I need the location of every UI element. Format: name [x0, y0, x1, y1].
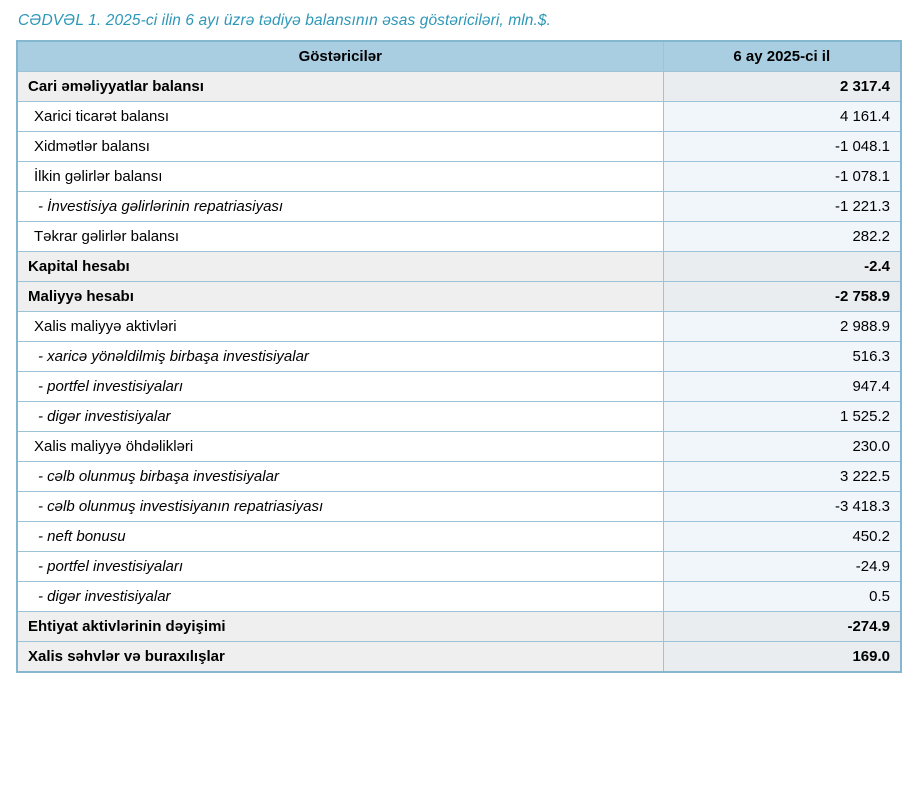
row-value: -3 418.3 — [663, 492, 901, 522]
row-label: Xalis maliyyə öhdəlikləri — [17, 432, 663, 462]
row-label: Kapital hesabı — [17, 252, 663, 282]
row-label: - digər investisiyalar — [17, 402, 663, 432]
table-row — [17, 192, 901, 222]
row-label: - portfel investisiyaları — [17, 372, 663, 402]
row-label: Xalis səhvlər və buraxılışlar — [17, 642, 663, 673]
table-row — [17, 552, 901, 582]
table-row — [17, 312, 901, 342]
row-value: 4 161.4 — [663, 102, 901, 132]
row-value: 947.4 — [663, 372, 901, 402]
row-label: Cari əməliyyatlar balansı — [17, 72, 663, 102]
table-row — [17, 342, 901, 372]
table-row — [17, 582, 901, 612]
row-value: -2 758.9 — [663, 282, 901, 312]
table-row — [17, 402, 901, 432]
row-value: 169.0 — [663, 642, 901, 673]
row-value: 516.3 — [663, 342, 901, 372]
row-value: -24.9 — [663, 552, 901, 582]
table-row — [17, 162, 901, 192]
header-indicators: Göstəricilər — [17, 41, 663, 72]
table-title: CƏDVƏL 1. 2025-ci ilin 6 ayı üzrə tədiyə balansının əsas göstəriciləri, mln.$. — [18, 12, 552, 29]
table-row — [17, 222, 901, 252]
table-row — [17, 372, 901, 402]
table-row — [17, 522, 901, 552]
table-row — [17, 252, 901, 282]
table-header — [17, 41, 901, 72]
table-row — [17, 612, 901, 642]
balance-of-payments-table — [16, 40, 902, 673]
table-row — [17, 432, 901, 462]
header-period: 6 ay 2025-ci il — [663, 41, 901, 72]
row-label: - İnvestisiya gəlirlərinin repatriasiyası — [17, 192, 663, 222]
table-row — [17, 72, 901, 102]
row-label: - digər investisiyalar — [17, 582, 663, 612]
row-label: Xidmətlər balansı — [17, 132, 663, 162]
table-row — [17, 282, 901, 312]
row-value: -1 048.1 — [663, 132, 901, 162]
row-value: -1 078.1 — [663, 162, 901, 192]
row-label: - cəlb olunmuş birbaşa investisiyalar — [17, 462, 663, 492]
table-row — [17, 642, 901, 673]
row-label: Xarici ticarət balansı — [17, 102, 663, 132]
row-value: -1 221.3 — [663, 192, 901, 222]
row-value: 450.2 — [663, 522, 901, 552]
row-label: - portfel investisiyaları — [17, 552, 663, 582]
row-value: 3 222.5 — [663, 462, 901, 492]
row-label: - xaricə yönəldilmiş birbaşa investisiyalar — [17, 342, 663, 372]
row-label: Təkrar gəlirlər balansı — [17, 222, 663, 252]
row-value: 2 317.4 — [663, 72, 901, 102]
table-row — [17, 102, 901, 132]
row-label: - cəlb olunmuş investisiyanın repatriasiyası — [17, 492, 663, 522]
row-value: 1 525.2 — [663, 402, 901, 432]
row-value: -274.9 — [663, 612, 901, 642]
row-label: Ehtiyat aktivlərinin dəyişimi — [17, 612, 663, 642]
row-value: 230.0 — [663, 432, 901, 462]
table-row — [17, 492, 901, 522]
row-label: Xalis maliyyə aktivləri — [17, 312, 663, 342]
table-body — [17, 72, 901, 673]
row-value: 2 988.9 — [663, 312, 901, 342]
header-row — [17, 41, 901, 72]
row-label: - neft bonusu — [17, 522, 663, 552]
row-value: -2.4 — [663, 252, 901, 282]
row-label: Maliyyə hesabı — [17, 282, 663, 312]
row-value: 282.2 — [663, 222, 901, 252]
row-label: İlkin gəlirlər balansı — [17, 162, 663, 192]
table-row — [17, 132, 901, 162]
table-row — [17, 462, 901, 492]
row-value: 0.5 — [663, 582, 901, 612]
